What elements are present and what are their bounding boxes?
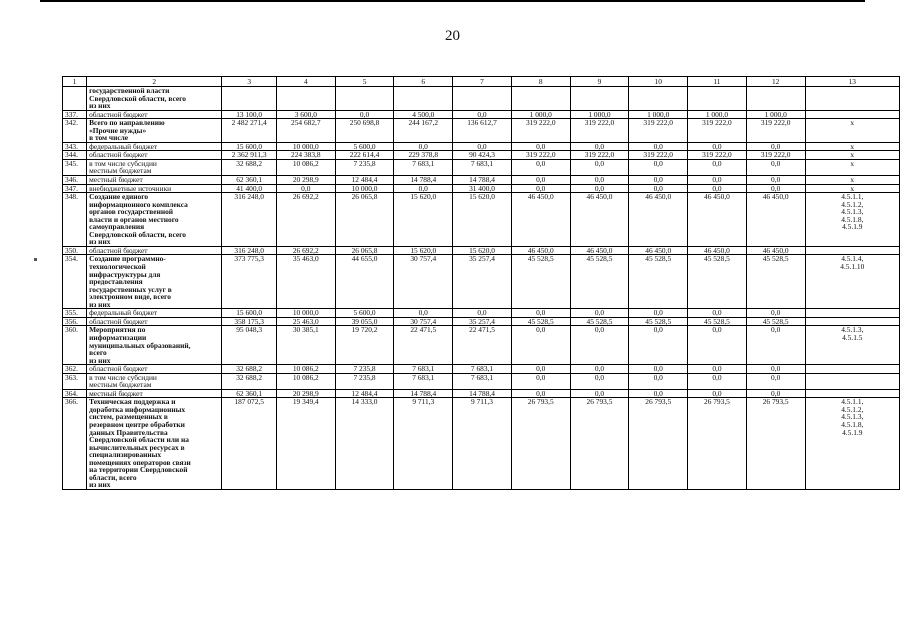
- value-cell: 319 222,0: [629, 119, 688, 143]
- value-cell: 9 711,3: [453, 398, 512, 490]
- margin-mark: [34, 258, 37, 261]
- value-cell: 32 688,2: [222, 373, 277, 389]
- value-cell: 45 528,5: [570, 255, 629, 309]
- value-cell: 39 055,0: [335, 317, 394, 326]
- value-cell: 0,0: [511, 184, 570, 193]
- value-cell: 0,0: [629, 309, 688, 318]
- code-cell: x: [805, 159, 899, 175]
- row-name: федеральный бюджет: [87, 142, 222, 151]
- value-cell: 26 793,5: [688, 398, 747, 490]
- value-cell: 46 450,0: [629, 246, 688, 255]
- code-cell: 4.5.1.3, 4.5.1.5: [805, 326, 899, 365]
- value-cell: 46 450,0: [570, 193, 629, 247]
- value-cell: 12 484,4: [335, 389, 394, 398]
- value-cell: 10 000,0: [335, 184, 394, 193]
- value-cell: 14 333,0: [335, 398, 394, 490]
- value-cell: 20 298,9: [276, 389, 335, 398]
- value-cell: 5 600,0: [335, 309, 394, 318]
- value-cell: 1 000,0: [746, 110, 805, 119]
- value-cell: 136 612,7: [453, 119, 512, 143]
- code-cell: x: [805, 119, 899, 143]
- value-cell: 26 692,2: [276, 193, 335, 247]
- value-cell: 319 222,0: [746, 119, 805, 143]
- row-name: Техническая поддержка и доработка информационных систем, размещенных в резервном центре обработки данных Правительства Свердловской области или на вычислительных ресурсах в специализированных помещениях операторов связи на территории Свердловской области, всего из них: [87, 398, 222, 490]
- value-cell: 358 175,3: [222, 317, 277, 326]
- value-cell: 0,0: [746, 373, 805, 389]
- value-cell: 0,0: [511, 389, 570, 398]
- value-cell: 45 528,5: [629, 317, 688, 326]
- value-cell: 46 450,0: [746, 246, 805, 255]
- value-cell: 10 000,0: [276, 309, 335, 318]
- top-rule: [40, 0, 865, 2]
- row-number: 356.: [63, 317, 87, 326]
- value-cell: 0,0: [570, 365, 629, 374]
- value-cell: 14 788,4: [453, 389, 512, 398]
- value-cell: 0,0: [629, 184, 688, 193]
- value-cell: 7 683,1: [453, 373, 512, 389]
- value-cell: 46 450,0: [746, 193, 805, 247]
- value-cell: 26 793,5: [570, 398, 629, 490]
- value-cell: 31 400,0: [453, 184, 512, 193]
- value-cell: 0,0: [629, 373, 688, 389]
- value-cell: 7 235,8: [335, 373, 394, 389]
- value-cell: 319 222,0: [570, 119, 629, 143]
- value-cell: 15 600,0: [222, 309, 277, 318]
- value-cell: 2 362 911,3: [222, 151, 277, 160]
- value-cell: 7 683,1: [453, 159, 512, 175]
- row-name: областной бюджет: [87, 110, 222, 119]
- table-row: [63, 389, 900, 398]
- value-cell: 35 257,4: [453, 255, 512, 309]
- value-cell: 0,0: [511, 142, 570, 151]
- row-name: местный бюджет: [87, 176, 222, 185]
- code-cell: x: [805, 151, 899, 160]
- value-cell: 319 222,0: [570, 151, 629, 160]
- value-cell: 19 720,2: [335, 326, 394, 365]
- code-cell: [805, 309, 899, 318]
- value-cell: [222, 87, 277, 111]
- value-cell: 46 450,0: [629, 193, 688, 247]
- row-number: 343.: [63, 142, 87, 151]
- column-header: 3: [222, 77, 277, 87]
- value-cell: 250 698,8: [335, 119, 394, 143]
- code-cell: [805, 389, 899, 398]
- value-cell: [746, 87, 805, 111]
- value-cell: 373 775,3: [222, 255, 277, 309]
- value-cell: [394, 87, 453, 111]
- value-cell: 12 484,4: [335, 176, 394, 185]
- value-cell: 254 682,7: [276, 119, 335, 143]
- code-cell: [805, 317, 899, 326]
- value-cell: 19 349,4: [276, 398, 335, 490]
- value-cell: 62 360,1: [222, 176, 277, 185]
- column-header: 6: [394, 77, 453, 87]
- row-number: 360.: [63, 326, 87, 365]
- table-row: [63, 176, 900, 185]
- value-cell: 319 222,0: [688, 119, 747, 143]
- value-cell: 0,0: [511, 176, 570, 185]
- value-cell: 14 788,4: [394, 176, 453, 185]
- value-cell: 0,0: [688, 373, 747, 389]
- value-cell: 10 000,0: [276, 142, 335, 151]
- column-header: 2: [87, 77, 222, 87]
- value-cell: [511, 87, 570, 111]
- table-row: [63, 110, 900, 119]
- value-cell: 319 222,0: [746, 151, 805, 160]
- value-cell: [629, 87, 688, 111]
- value-cell: 319 222,0: [688, 151, 747, 160]
- column-header: 11: [688, 77, 747, 87]
- value-cell: 0,0: [688, 159, 747, 175]
- value-cell: 46 450,0: [688, 246, 747, 255]
- value-cell: 319 222,0: [511, 119, 570, 143]
- value-cell: 13 100,0: [222, 110, 277, 119]
- value-cell: 90 424,3: [453, 151, 512, 160]
- value-cell: 187 072,5: [222, 398, 277, 490]
- column-header: 12: [746, 77, 805, 87]
- value-cell: 26 065,8: [335, 246, 394, 255]
- value-cell: 0,0: [511, 373, 570, 389]
- value-cell: 244 167,2: [394, 119, 453, 143]
- row-name: в том числе субсидии местным бюджетам: [87, 159, 222, 175]
- value-cell: 0,0: [688, 389, 747, 398]
- value-cell: [453, 87, 512, 111]
- code-cell: 4.5.1.1, 4.5.1.2, 4.5.1.3, 4.5.1.8, 4.5.1.9: [805, 193, 899, 247]
- value-cell: [688, 87, 747, 111]
- value-cell: 1 000,0: [688, 110, 747, 119]
- code-cell: x: [805, 176, 899, 185]
- value-cell: 45 528,5: [746, 255, 805, 309]
- value-cell: 316 248,0: [222, 193, 277, 247]
- value-cell: 0,0: [746, 184, 805, 193]
- value-cell: 22 471,5: [453, 326, 512, 365]
- value-cell: 0,0: [394, 184, 453, 193]
- row-name: Мероприятия по информатизации муниципальных образований, всего из них: [87, 326, 222, 365]
- value-cell: 222 614,4: [335, 151, 394, 160]
- value-cell: 0,0: [688, 309, 747, 318]
- value-cell: 0,0: [570, 184, 629, 193]
- value-cell: 15 620,0: [394, 246, 453, 255]
- value-cell: 32 688,2: [222, 365, 277, 374]
- value-cell: 0,0: [629, 326, 688, 365]
- value-cell: 0,0: [746, 176, 805, 185]
- row-number: 337.: [63, 110, 87, 119]
- code-cell: 4.5.1.4, 4.5.1.10: [805, 255, 899, 309]
- table-row: [63, 142, 900, 151]
- table-row: [63, 184, 900, 193]
- table-row: [63, 373, 900, 389]
- value-cell: 10 086,2: [276, 365, 335, 374]
- value-cell: [276, 87, 335, 111]
- row-name: Создание единого информационного комплекса органов государственной власти и органов местного самоуправления Свердловской области, всего из них: [87, 193, 222, 247]
- table-row: [63, 365, 900, 374]
- value-cell: 0,0: [629, 159, 688, 175]
- value-cell: [335, 87, 394, 111]
- row-number: 362.: [63, 365, 87, 374]
- value-cell: 0,0: [570, 326, 629, 365]
- table-row: [63, 398, 900, 490]
- value-cell: 224 383,8: [276, 151, 335, 160]
- value-cell: 0,0: [570, 389, 629, 398]
- value-cell: 0,0: [746, 142, 805, 151]
- value-cell: 15 620,0: [394, 193, 453, 247]
- value-cell: 0,0: [629, 389, 688, 398]
- row-number: 342.: [63, 119, 87, 143]
- value-cell: 46 450,0: [511, 193, 570, 247]
- value-cell: 45 528,5: [688, 317, 747, 326]
- value-cell: 35 257,4: [453, 317, 512, 326]
- row-name: местный бюджет: [87, 389, 222, 398]
- column-header: 1: [63, 77, 87, 87]
- row-name: областной бюджет: [87, 365, 222, 374]
- table-row: [63, 326, 900, 365]
- column-header: 10: [629, 77, 688, 87]
- code-cell: x: [805, 142, 899, 151]
- value-cell: 2 482 271,4: [222, 119, 277, 143]
- value-cell: 26 793,5: [511, 398, 570, 490]
- value-cell: 0,0: [688, 176, 747, 185]
- value-cell: 0,0: [746, 389, 805, 398]
- code-cell: [805, 87, 899, 111]
- value-cell: 30 757,4: [394, 317, 453, 326]
- value-cell: 0,0: [394, 309, 453, 318]
- value-cell: 0,0: [276, 184, 335, 193]
- table-row: [63, 151, 900, 160]
- value-cell: 10 086,2: [276, 373, 335, 389]
- row-name: Создание программно- технологической инфраструктуры для предоставления государственных услуг в электронном виде, всего из них: [87, 255, 222, 309]
- value-cell: 7 235,8: [335, 365, 394, 374]
- value-cell: 1 000,0: [629, 110, 688, 119]
- value-cell: 15 620,0: [453, 246, 512, 255]
- value-cell: 7 683,1: [394, 365, 453, 374]
- code-cell: 4.5.1.1, 4.5.1.2, 4.5.1.3, 4.5.1.8, 4.5.1.9: [805, 398, 899, 490]
- value-cell: 5 600,0: [335, 142, 394, 151]
- value-cell: 10 086,2: [276, 159, 335, 175]
- value-cell: 26 793,5: [746, 398, 805, 490]
- row-number: 345.: [63, 159, 87, 175]
- value-cell: 7 683,1: [394, 373, 453, 389]
- row-name: внебюджетные источники: [87, 184, 222, 193]
- value-cell: 0,0: [570, 142, 629, 151]
- row-number: [63, 87, 87, 111]
- value-cell: 0,0: [688, 142, 747, 151]
- table-row: [63, 309, 900, 318]
- row-number: 348.: [63, 193, 87, 247]
- value-cell: [570, 87, 629, 111]
- value-cell: 0,0: [453, 309, 512, 318]
- table-row: [63, 317, 900, 326]
- value-cell: 26 065,8: [335, 193, 394, 247]
- value-cell: 3 600,0: [276, 110, 335, 119]
- row-name: областной бюджет: [87, 317, 222, 326]
- row-number: 347.: [63, 184, 87, 193]
- code-cell: [805, 373, 899, 389]
- table-row: [63, 246, 900, 255]
- table-row: [63, 119, 900, 143]
- value-cell: 0,0: [511, 365, 570, 374]
- value-cell: 95 048,3: [222, 326, 277, 365]
- value-cell: 0,0: [688, 365, 747, 374]
- table-header-row: [63, 77, 900, 87]
- value-cell: 0,0: [629, 176, 688, 185]
- value-cell: 26 793,5: [629, 398, 688, 490]
- row-number: 354.: [63, 255, 87, 309]
- table-row: [63, 159, 900, 175]
- value-cell: 0,0: [688, 184, 747, 193]
- row-name: в том числе субсидии местным бюджетам: [87, 373, 222, 389]
- row-number: 366.: [63, 398, 87, 490]
- value-cell: 0,0: [570, 373, 629, 389]
- row-name: областной бюджет: [87, 151, 222, 160]
- value-cell: 9 711,3: [394, 398, 453, 490]
- value-cell: 0,0: [570, 176, 629, 185]
- value-cell: 0,0: [746, 326, 805, 365]
- value-cell: 30 385,1: [276, 326, 335, 365]
- value-cell: 30 757,4: [394, 255, 453, 309]
- column-header: 4: [276, 77, 335, 87]
- value-cell: 0,0: [394, 142, 453, 151]
- value-cell: 46 450,0: [570, 246, 629, 255]
- value-cell: 7 235,8: [335, 159, 394, 175]
- value-cell: 41 400,0: [222, 184, 277, 193]
- value-cell: 229 378,8: [394, 151, 453, 160]
- value-cell: 0,0: [746, 309, 805, 318]
- value-cell: 0,0: [629, 365, 688, 374]
- value-cell: 35 463,0: [276, 255, 335, 309]
- value-cell: 7 683,1: [453, 365, 512, 374]
- value-cell: 0,0: [511, 326, 570, 365]
- column-header: 8: [511, 77, 570, 87]
- value-cell: 0,0: [511, 159, 570, 175]
- row-name: государственной власти Свердловской области, всего из них: [87, 87, 222, 111]
- column-header: 5: [335, 77, 394, 87]
- table-row: [63, 193, 900, 247]
- code-cell: [805, 246, 899, 255]
- value-cell: 0,0: [570, 159, 629, 175]
- value-cell: 0,0: [746, 365, 805, 374]
- value-cell: 0,0: [570, 309, 629, 318]
- value-cell: 20 298,9: [276, 176, 335, 185]
- budget-table: [62, 76, 900, 490]
- row-number: 344.: [63, 151, 87, 160]
- value-cell: 0,0: [511, 309, 570, 318]
- value-cell: 46 450,0: [688, 193, 747, 247]
- value-cell: 45 528,5: [570, 317, 629, 326]
- value-cell: 45 528,5: [746, 317, 805, 326]
- value-cell: 316 248,0: [222, 246, 277, 255]
- value-cell: 15 600,0: [222, 142, 277, 151]
- value-cell: 0,0: [453, 110, 512, 119]
- value-cell: 26 692,2: [276, 246, 335, 255]
- row-number: 346.: [63, 176, 87, 185]
- row-number: 350.: [63, 246, 87, 255]
- value-cell: 45 528,5: [511, 317, 570, 326]
- value-cell: 1 000,0: [511, 110, 570, 119]
- value-cell: 14 788,4: [453, 176, 512, 185]
- value-cell: 319 222,0: [629, 151, 688, 160]
- value-cell: 0,0: [688, 326, 747, 365]
- code-cell: [805, 110, 899, 119]
- value-cell: 45 528,5: [511, 255, 570, 309]
- table-row: [63, 87, 900, 111]
- code-cell: [805, 365, 899, 374]
- column-header: 7: [453, 77, 512, 87]
- value-cell: 7 683,1: [394, 159, 453, 175]
- value-cell: 1 000,0: [570, 110, 629, 119]
- row-number: 363.: [63, 373, 87, 389]
- column-header: 13: [805, 77, 899, 87]
- value-cell: 22 471,5: [394, 326, 453, 365]
- value-cell: 45 528,5: [688, 255, 747, 309]
- value-cell: 0,0: [453, 142, 512, 151]
- row-name: Всего по направлению «Прочие нужды» в том числе: [87, 119, 222, 143]
- value-cell: 0,0: [746, 159, 805, 175]
- table-row: [63, 255, 900, 309]
- value-cell: 45 528,5: [629, 255, 688, 309]
- value-cell: 14 788,4: [394, 389, 453, 398]
- row-name: федеральный бюджет: [87, 309, 222, 318]
- value-cell: 32 688,2: [222, 159, 277, 175]
- value-cell: 319 222,0: [511, 151, 570, 160]
- page-number: 20: [445, 28, 460, 44]
- value-cell: 15 620,0: [453, 193, 512, 247]
- value-cell: 4 500,0: [394, 110, 453, 119]
- value-cell: 25 463,0: [276, 317, 335, 326]
- row-name: областной бюджет: [87, 246, 222, 255]
- column-header: 9: [570, 77, 629, 87]
- row-number: 355.: [63, 309, 87, 318]
- code-cell: x: [805, 184, 899, 193]
- value-cell: 46 450,0: [511, 246, 570, 255]
- value-cell: 62 360,1: [222, 389, 277, 398]
- value-cell: 44 655,0: [335, 255, 394, 309]
- row-number: 364.: [63, 389, 87, 398]
- value-cell: 0,0: [335, 110, 394, 119]
- value-cell: 0,0: [629, 142, 688, 151]
